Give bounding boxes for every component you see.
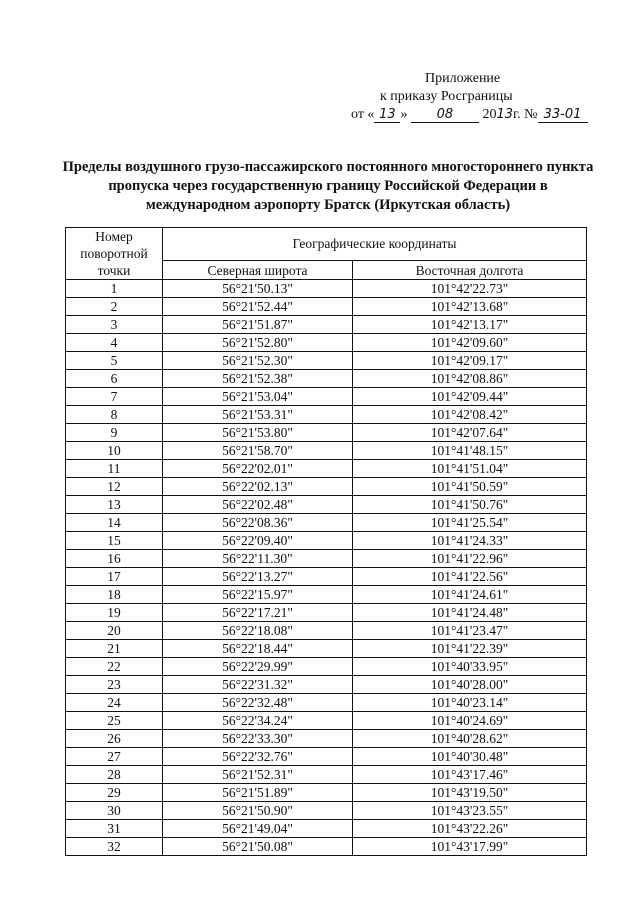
table-row [66,712,587,730]
point-number-cell: 10 [66,442,163,460]
longitude-cell: 101°42'08.86" [353,370,587,388]
table-row [66,370,587,388]
table-row [66,424,587,442]
latitude-cell: 56°22'13.27" [163,568,353,586]
order-number: 33-01 [538,107,588,123]
latitude-cell: 56°21'50.13" [163,280,353,298]
latitude-cell: 56°21'52.38" [163,370,353,388]
table-row [66,730,587,748]
longitude-cell: 101°40'24.69" [353,712,587,730]
table-row [66,784,587,802]
latitude-cell: 56°21'52.80" [163,334,353,352]
table-row [66,838,587,856]
latitude-cell: 56°21'50.08" [163,838,353,856]
longitude-cell: 101°42'07.64" [353,424,587,442]
longitude-cell: 101°43'17.99" [353,838,587,856]
point-number-cell: 5 [66,352,163,370]
table-row [66,658,587,676]
point-number-cell: 25 [66,712,163,730]
longitude-cell: 101°41'24.33" [353,532,587,550]
point-number-cell: 31 [66,820,163,838]
latitude-cell: 56°21'51.87" [163,316,353,334]
table-row [66,820,587,838]
point-number-cell: 28 [66,766,163,784]
point-number-cell: 3 [66,316,163,334]
longitude-cell: 101°41'50.59" [353,478,587,496]
point-number-cell: 1 [66,280,163,298]
date-year-unit: г. № [512,107,538,122]
latitude-cell: 56°22'32.48" [163,694,353,712]
table-row [66,496,587,514]
point-number-cell: 20 [66,622,163,640]
header-north-latitude: Северная широта [163,261,353,280]
latitude-cell: 56°21'53.04" [163,388,353,406]
longitude-cell: 101°40'28.62" [353,730,587,748]
latitude-cell: 56°22'02.48" [163,496,353,514]
appendix-header [290,70,590,124]
point-number-cell: 27 [66,748,163,766]
point-number-cell: 32 [66,838,163,856]
point-number-cell: 24 [66,694,163,712]
longitude-cell: 101°40'28.00" [353,676,587,694]
point-number-cell: 6 [66,370,163,388]
point-number-cell: 22 [66,658,163,676]
latitude-cell: 56°21'52.31" [163,766,353,784]
table-row [66,766,587,784]
table-row [66,298,587,316]
table-row [66,442,587,460]
table-row [66,568,587,586]
appendix-label: Приложение [425,71,501,86]
latitude-cell: 56°21'51.89" [163,784,353,802]
latitude-cell: 56°22'18.08" [163,622,353,640]
table-row [66,748,587,766]
point-number-cell: 16 [66,550,163,568]
table-row [66,622,587,640]
longitude-cell: 101°41'51.04" [353,460,587,478]
latitude-cell: 56°21'52.30" [163,352,353,370]
longitude-cell: 101°42'08.42" [353,406,587,424]
latitude-cell: 56°21'52.44" [163,298,353,316]
table-row [66,694,587,712]
coordinates-table [65,227,587,856]
table-row [66,334,587,352]
date-quote-close: » [400,107,408,122]
table-row [66,532,587,550]
longitude-cell: 101°41'25.54" [353,514,587,532]
longitude-cell: 101°42'09.60" [353,334,587,352]
point-number-cell: 2 [66,298,163,316]
longitude-cell: 101°42'09.17" [353,352,587,370]
latitude-cell: 56°21'53.80" [163,424,353,442]
date-day: 13 [374,107,400,123]
document-title: Пределы воздушного грузо-пассажирского постоянного многостороннего пункта пропуска через государственную границу Российской Федерации в международном аэропорту Братск (Иркутская область) [62,159,594,213]
latitude-cell: 56°22'29.99" [163,658,353,676]
point-number-cell: 18 [66,586,163,604]
table-row [66,676,587,694]
longitude-cell: 101°43'23.55" [353,802,587,820]
longitude-cell: 101°40'33.95" [353,658,587,676]
longitude-cell: 101°41'24.61" [353,586,587,604]
latitude-cell: 56°21'49.04" [163,820,353,838]
longitude-cell: 101°42'09.44" [353,388,587,406]
longitude-cell: 101°41'50.76" [353,496,587,514]
latitude-cell: 56°22'32.76" [163,748,353,766]
longitude-cell: 101°41'22.96" [353,550,587,568]
header-east-longitude: Восточная долгота [353,261,587,280]
point-number-cell: 15 [66,532,163,550]
table-row [66,604,587,622]
point-number-cell: 11 [66,460,163,478]
latitude-cell: 56°21'53.31" [163,406,353,424]
longitude-cell: 101°41'48.15" [353,442,587,460]
point-number-cell: 7 [66,388,163,406]
table-row [66,352,587,370]
longitude-cell: 101°43'19.50" [353,784,587,802]
point-number-cell: 30 [66,802,163,820]
latitude-cell: 56°22'33.30" [163,730,353,748]
table-row [66,478,587,496]
table-row [66,388,587,406]
table-row [66,316,587,334]
header-geo-coordinates: Географические координаты [163,228,587,261]
longitude-cell: 101°40'23.14" [353,694,587,712]
table-row [66,280,587,298]
point-number-cell: 9 [66,424,163,442]
date-month: 08 [411,107,479,123]
longitude-cell: 101°43'17.46" [353,766,587,784]
table-row [66,460,587,478]
latitude-cell: 56°22'18.44" [163,640,353,658]
longitude-cell: 101°41'22.39" [353,640,587,658]
table-row [66,586,587,604]
header-point-number: Номер поворотной точки [66,228,163,280]
table-row [66,802,587,820]
table-row [66,550,587,568]
point-number-cell: 12 [66,478,163,496]
latitude-cell: 56°22'31.32" [163,676,353,694]
latitude-cell: 56°22'02.01" [163,460,353,478]
point-number-cell: 13 [66,496,163,514]
table-row [66,406,587,424]
date-year-prefix: 20 [482,107,497,122]
latitude-cell: 56°22'17.21" [163,604,353,622]
date-year-suffix: 13 [496,107,513,122]
point-number-cell: 23 [66,676,163,694]
appendix-date-number [290,106,590,124]
longitude-cell: 101°42'13.68" [353,298,587,316]
point-number-cell: 17 [66,568,163,586]
point-number-cell: 21 [66,640,163,658]
latitude-cell: 56°22'08.36" [163,514,353,532]
latitude-cell: 56°22'34.24" [163,712,353,730]
longitude-cell: 101°43'22.26" [353,820,587,838]
latitude-cell: 56°22'11.30" [163,550,353,568]
latitude-cell: 56°22'02.13" [163,478,353,496]
longitude-cell: 101°41'22.56" [353,568,587,586]
latitude-cell: 56°21'50.90" [163,802,353,820]
longitude-cell: 101°42'13.17" [353,316,587,334]
point-number-cell: 8 [66,406,163,424]
longitude-cell: 101°41'24.48" [353,604,587,622]
appendix-order-ref: к приказу Росграницы [380,89,513,104]
point-number-cell: 29 [66,784,163,802]
longitude-cell: 101°40'30.48" [353,748,587,766]
table-row [66,640,587,658]
point-number-cell: 14 [66,514,163,532]
table-row [66,514,587,532]
point-number-cell: 26 [66,730,163,748]
date-prefix: от « [351,107,375,122]
latitude-cell: 56°22'15.97" [163,586,353,604]
point-number-cell: 4 [66,334,163,352]
longitude-cell: 101°41'23.47" [353,622,587,640]
longitude-cell: 101°42'22.73" [353,280,587,298]
latitude-cell: 56°22'09.40" [163,532,353,550]
latitude-cell: 56°21'58.70" [163,442,353,460]
point-number-cell: 19 [66,604,163,622]
